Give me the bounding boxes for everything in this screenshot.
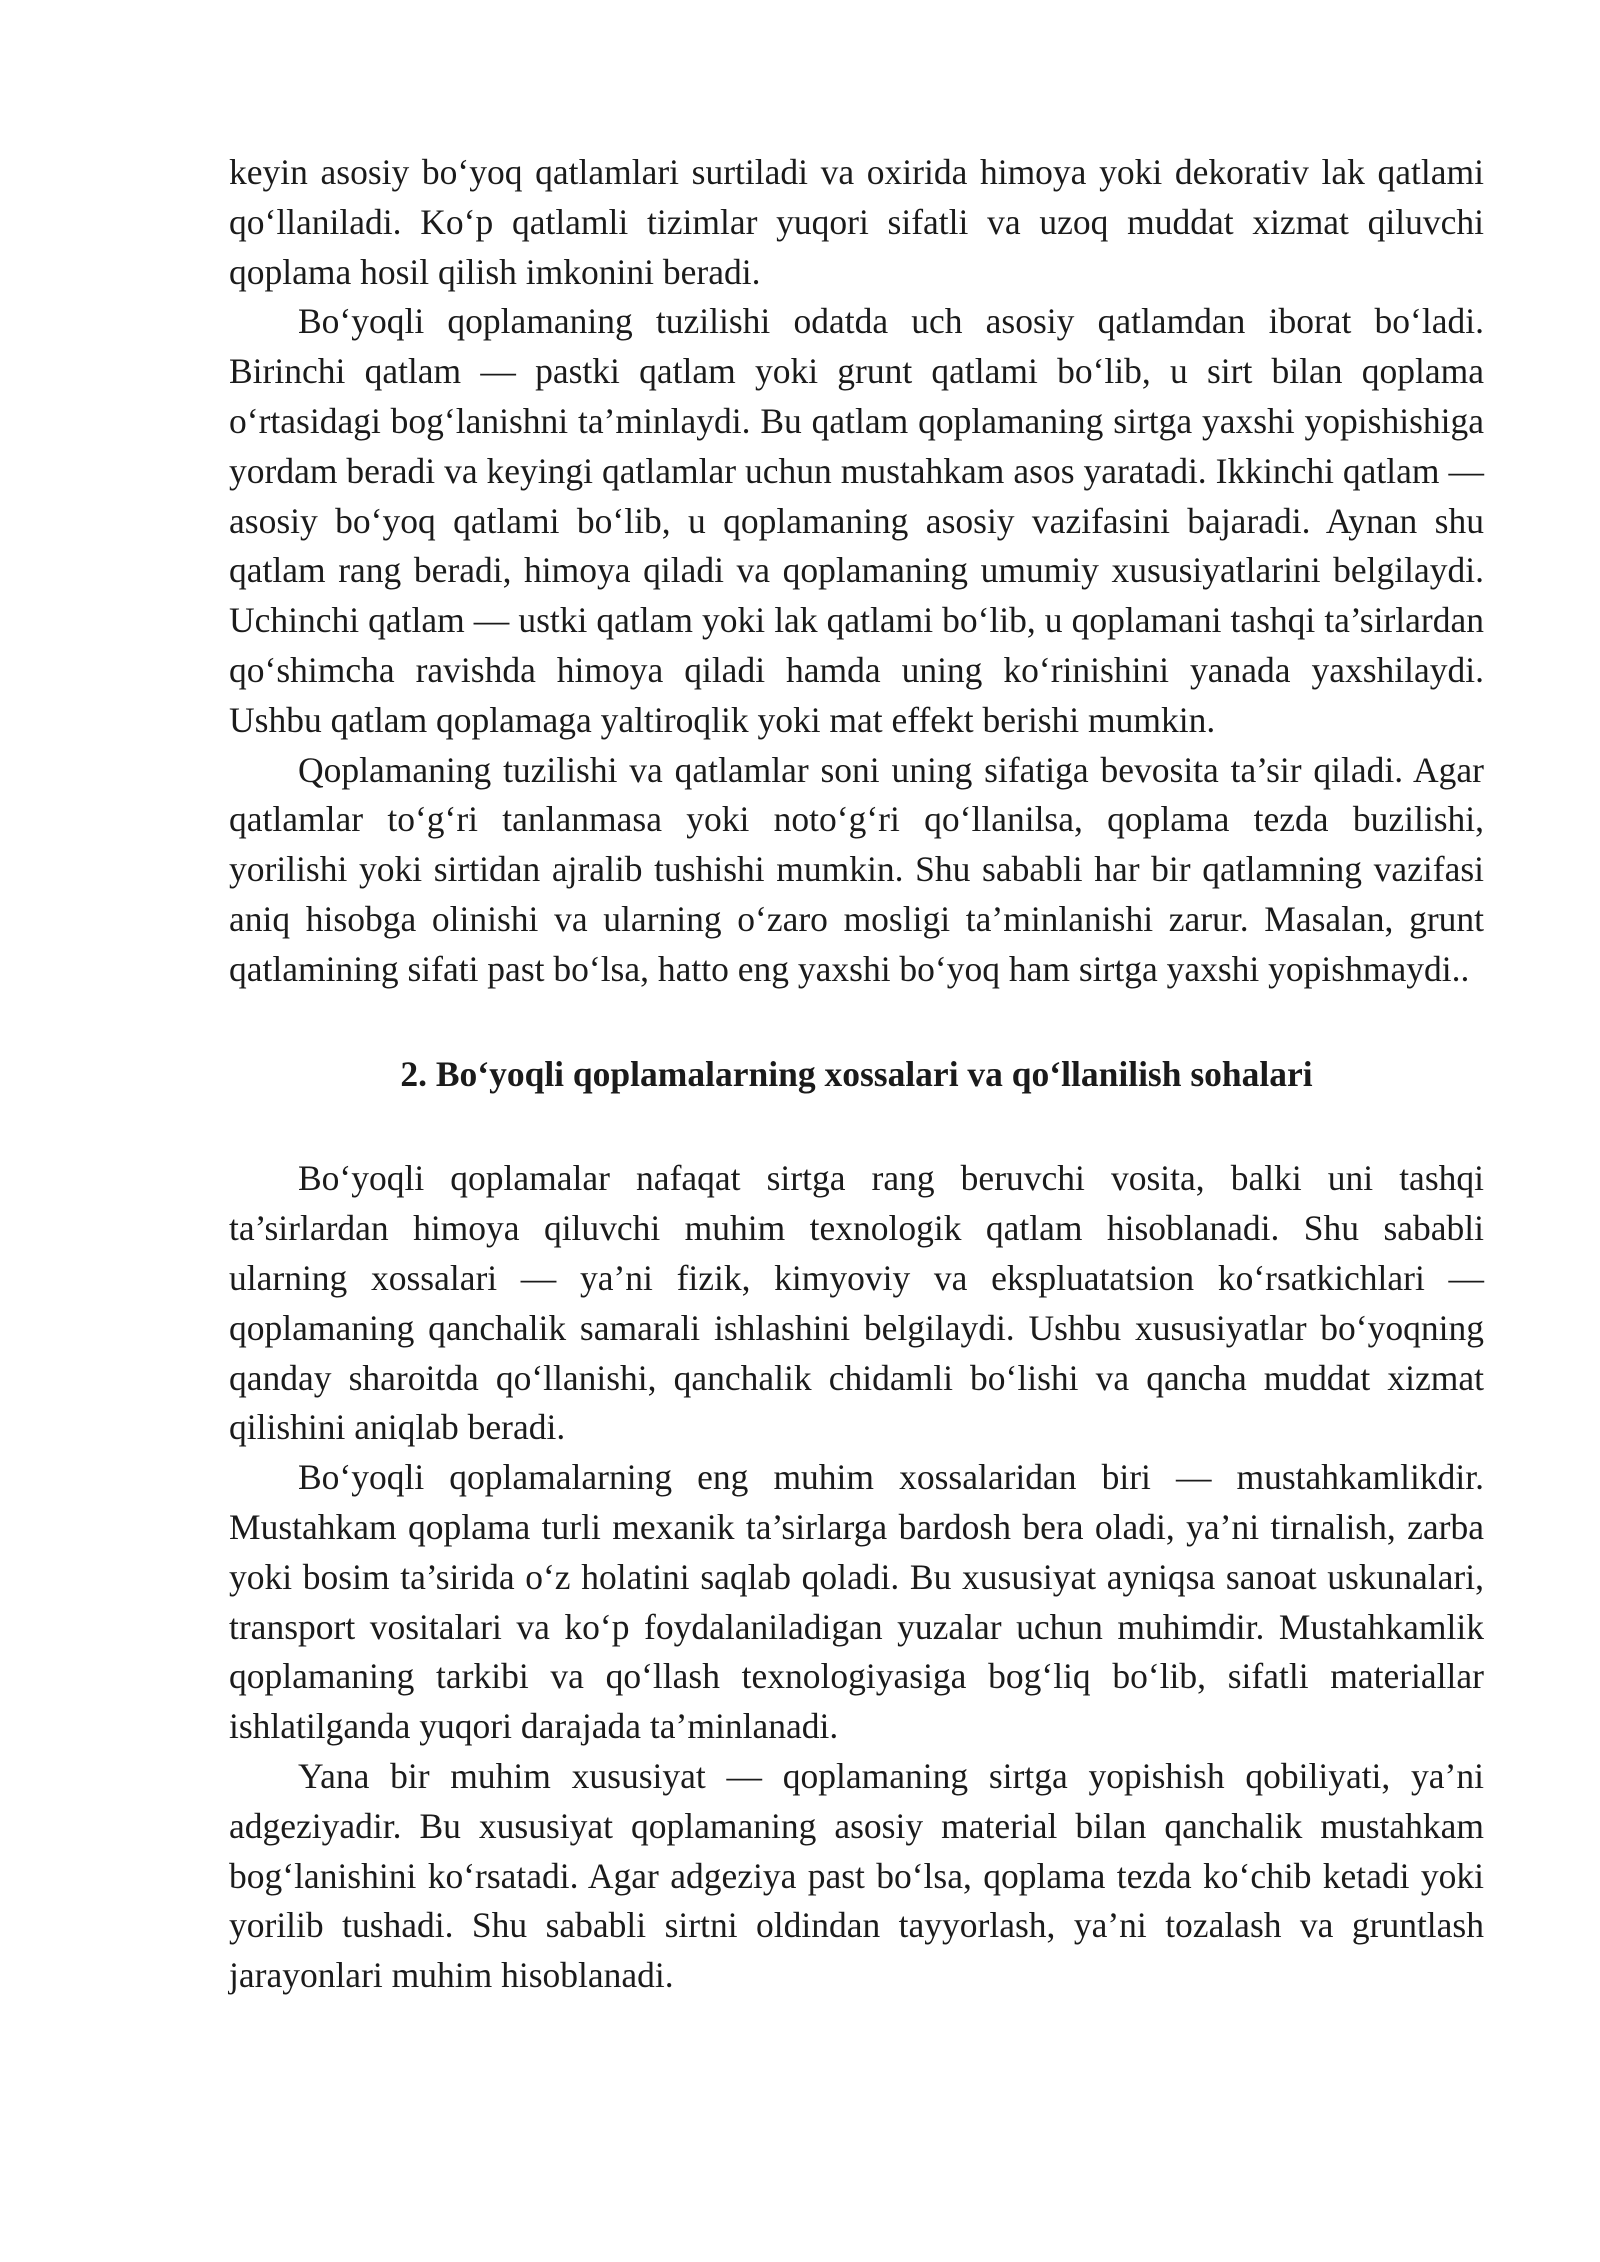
paragraph-strength: Bo‘yoqli qoplamalarning eng muhim xossalaridan biri — mustahkamlikdir. Mustahkam qoplama turli mexanik ta’sirlarga bardosh bera oladi, ya’ni tirnalish, zarba yoki bosim ta’sirida o‘z holatini saqlab qoladi. Bu xususiyat ayniqsa sanoat uskunalari, transport vositalari va ko‘p foydalaniladigan yuzalar uchun muhimdir. Mustahkamlik qoplamaning tarkibi va qo‘llash texnologiyasiga bog‘liq bo‘lib, sifatli materiallar ishlatilganda yuqori darajada ta’minlanadi. bbox=[229, 1457, 1484, 1747]
paragraph-multilayer-systems: keyin asosiy bo‘yoq qatlamlari surtiladi va oxirida himoya yoki dekorativ lak qatlami qo‘llaniladi. Ko‘p qatlamli tizimlar yuqori sifatli va uzoq muddat xizmat qiluvchi qoplama hosil qilish imkonini beradi. bbox=[229, 152, 1484, 292]
paragraph-layer-quality: Qoplamaning tuzilishi va qatlamlar soni uning sifatiga bevosita ta’sir qiladi. Agar qatlamlar to‘g‘ri tanlanmasa yoki noto‘g‘ri qo‘llanilsa, qoplama tezda buzilishi, yorilishi yoki sirtidan ajralib tushishi mumkin. Shu sababli har bir qatlamning vazifasi aniq hisobga olinishi va ularning o‘zaro mosligi ta’minlanishi zarur. Masalan, grunt qatlamining sifati past bo‘lsa, hatto eng yaxshi bo‘yoq ham sirtga yaxshi yopishmaydi.. bbox=[229, 749, 1484, 989]
paragraph-coating-properties: Bo‘yoqli qoplamalar nafaqat sirtga rang beruvchi vosita, balki uni tashqi ta’sirlardan himoya qiluvchi muhim texnologik qatlam hisoblanadi. Shu sababli ularning xossalari — ya’ni fizik, kimyoviy va ekspluatatsion ko‘rsatkichlari — qoplamaning qanchalik samarali ishlashini belgilaydi. Ushbu xususiyatlar bo‘yoqning qanday sharoitda qo‘llanishi, qanchalik chidamli bo‘lishi va qancha muddat xizmat qilishini aniqlab beradi. bbox=[229, 1158, 1484, 1448]
paragraph-coating-structure: Bo‘yoqli qoplamaning tuzilishi odatda uch asosiy qatlamdan iborat bo‘ladi. Birinchi qatlam — pastki qatlam yoki grunt qatlami bo‘lib, u sirt bilan qoplama o‘rtasidagi bog‘lanishni ta’minlaydi. Bu qatlam qoplamaning sirtga yaxshi yopishishiga yordam beradi va keyingi qatlamlar uchun mustahkam asos yaratadi. Ikkinchi qatlam — asosiy bo‘yoq qatlami bo‘lib, u qoplamaning asosiy vazifasini bajaradi. Aynan shu qatlam rang beradi, himoya qiladi va qoplamaning umumiy xususiyatlarini belgilaydi. Uchinchi qatlam — ustki qatlam yoki lak qatlami bo‘lib, u qoplamani tashqi ta’sirlardan qo‘shimcha ravishda himoya qiladi hamda uning ko‘rinishini yanada yaxshilaydi. Ushbu qatlam qoplamaga yaltiroqlik yoki mat effekt berishi mumkin. bbox=[229, 301, 1484, 740]
document-page bbox=[229, 148, 1484, 2001]
section-heading: 2. Bo‘yoqli qoplamalarning xossalari va qo‘llanilish sohalari bbox=[400, 1053, 1313, 1094]
paragraph-adhesion: Yana bir muhim xususiyat — qoplamaning sirtga yopishish qobiliyati, ya’ni adgeziyadir. Bu xususiyat qoplamaning asosiy material bilan qanchalik mustahkam bog‘lanishini ko‘rsatadi. Agar adgeziya past bo‘lsa, qoplama tezda ko‘chib ketadi yoki yorilib tushadi. Shu sababli sirtni oldindan tayyorlash, ya’ni tozalash va gruntlash jarayonlari muhim hisoblanadi. bbox=[229, 1755, 1484, 1996]
